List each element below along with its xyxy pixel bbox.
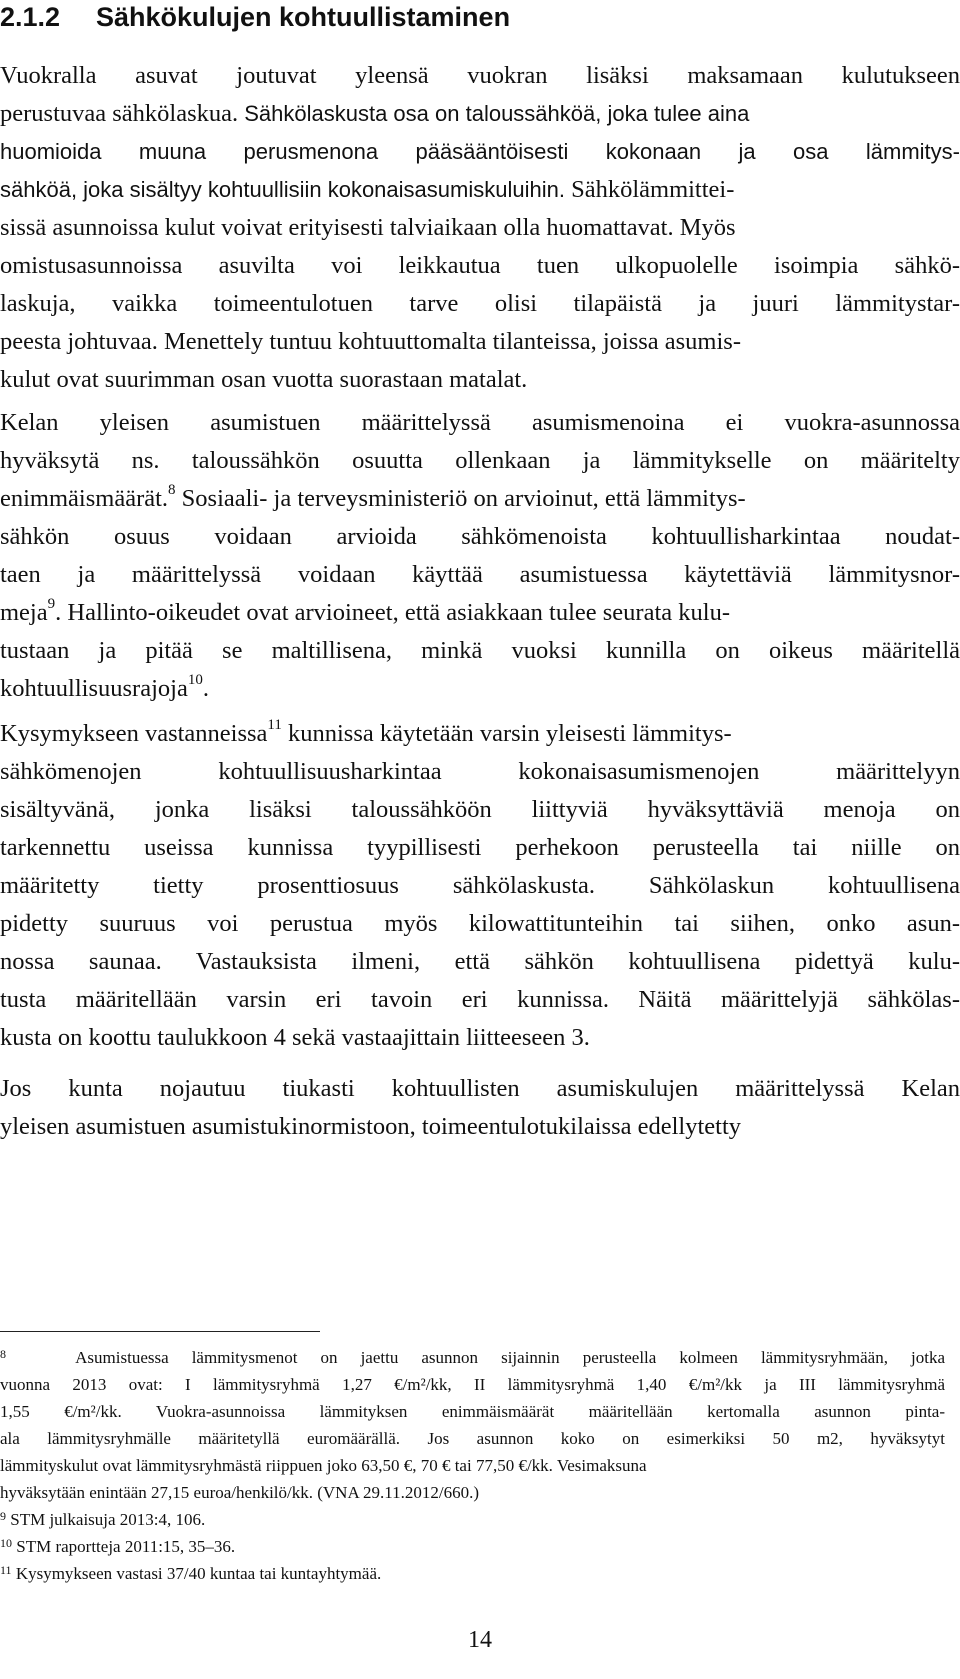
footnote-text: lämmityskulut ovat lämmitysryhmästä riippuen joko 63,50 €, 70 € tai 77,50 €/kk. Vesimaksuna [0,1456,647,1475]
paragraph-line [0,518,960,556]
text-run: sisältyvänä, jonka lisäksi taloussähköön liittyviä hyväksyttäviä menoja on [0,796,960,823]
footnote-mark: 9 [0,1509,6,1523]
paragraph-line [0,247,960,285]
paragraph-3 [0,715,960,1057]
paragraph-line [0,361,960,399]
text-run: tusta määritellään varsin eri tavoin eri kunnissa. Näitä määrittelyjä sähkölas- [0,986,960,1013]
paragraph-2 [0,404,960,708]
paragraph-line [0,594,960,632]
text-run: laskuja, vaikka toimeentulotuen tarve olisi tilapäistä ja juuri lämmitystar- [0,290,960,317]
text-run: Kelan yleisen asumistuen määrittelyssä asumismenoina ei vuokra-asunnossa [0,409,960,436]
paragraph-line [0,285,960,323]
paragraph-line [0,171,960,209]
paragraph-line [0,943,960,981]
footnote-8 [0,1344,945,1371]
text-run: hyväksytä ns. taloussähkön osuutta ollenkaan ja lämmitykselle on määritelty [0,447,960,474]
text-run: kusta on koottu taulukkoon 4 sekä vastaajittain liitteeseen 3. [0,1024,590,1051]
paragraph-1 [0,57,960,399]
text-run: peesta johtuvaa. [0,328,158,355]
text-run: pidetty suuruus voi perustua myös kilowattitunteihin tai siihen, onko asun- [0,910,960,937]
page-number: 14 [468,1627,492,1653]
text-run: enimmäismäärät. [0,485,169,512]
paragraph-line [0,1108,960,1146]
paragraph-line [0,791,960,829]
paragraph-line [0,753,960,791]
paragraph-line [0,905,960,943]
text-run: Sähkölämmittei- [564,176,735,203]
text-run: kohtuullisuusrajoja [0,675,188,702]
footnote-text: Asumistuessa lämmitysmenot on jaettu asunnon sijainnin perusteella kolmeen lämmitysryhmään, jotka [75,1348,946,1367]
paragraph-line [0,442,960,480]
footnote-line [0,1452,945,1479]
footnote-reference[interactable]: 11 [267,716,282,733]
text-run: Menettely tuntuu kohtuuttomalta tilanteissa, joissa asumis- [157,328,741,355]
text-run: Vuokralla asuvat joutuvat yleensä vuokran lisäksi maksamaan kulutukseen [0,62,960,89]
paragraph-line [0,1070,960,1108]
paragraph-line [0,323,960,361]
paragraph-line [0,715,960,753]
footnote-line [0,1371,945,1398]
text-run: . [202,675,209,702]
paragraph-line [0,133,960,171]
paragraph-line [0,95,960,133]
footnote-text: ala lämmitysryhmälle määritetyllä euromäärällä. Jos asunnon koko on esimerkiksi 50 m2, hyväksytyt [0,1429,945,1448]
text-run: sähkömenojen kohtuullisuusharkintaa kokonaisasumismenojen määrittelyyn [0,758,960,785]
text-run: kunnissa käytetään varsin yleisesti lämmitys- [281,720,732,747]
section-heading [0,0,960,34]
footnote-mark: 10 [0,1536,12,1550]
text-run-sans: sähköä, joka sisältyy kohtuullisiin kokonaisasumiskuluihin. [0,177,565,202]
paragraph-line [0,209,960,247]
text-run-sans: Sähkölaskusta osa on taloussähköä, joka tulee aina [238,101,750,126]
text-run-sans: huomioida muuna perusmenona pääsääntöisesti kokonaan ja osa lämmitys- [0,139,960,164]
text-run: yleisen asumistuen asumistukinormistoon, toimeentulotukilaissa edellytetty [0,1113,742,1140]
text-run: tarkennettu useissa kunnissa tyypillisesti perhekoon perusteella tai niille on [0,834,960,861]
paragraph-4 [0,1070,960,1146]
text-run: Myös [673,214,736,241]
text-run: kulut ovat suurimman osan vuotta suorastaan matalat. [0,366,528,393]
text-run: . Hallinto-oikeudet ovat arvioineet, että asiakkaan tulee seurata kulu- [55,599,730,626]
text-run: sissä asunnoissa kulut voivat erityisesti talviaikaan olla huomattavat. [0,214,674,241]
footnote-9 [0,1506,945,1533]
footnote-line [0,1479,945,1506]
footnote-mark: 11 [0,1563,12,1577]
section-number: 2.1.2 [0,2,61,32]
footnote-line [0,1425,945,1452]
footnote-reference[interactable]: 10 [187,671,203,688]
text-run: Sosiaali- ja terveysministeriö on arvioinut, että lämmitys- [175,485,746,512]
paragraph-line [0,480,960,518]
footnote-10 [0,1533,945,1560]
paragraph-line [0,1019,960,1057]
paragraph-line [0,404,960,442]
footnote-reference[interactable]: 8 [168,481,176,498]
text-run: Kysymykseen vastanneissa [0,720,268,747]
footnote-line [0,1398,945,1425]
paragraph-line [0,632,960,670]
paragraph-line [0,556,960,594]
text-run: tustaan ja pitää se maltillisena, minkä vuoksi kunnilla on oikeus määritellä [0,637,960,664]
text-run: perustuvaa sähkölaskua. [0,100,239,127]
footnote-text: STM julkaisuja 2013:4, 106. [10,1510,206,1529]
footnote-reference[interactable]: 9 [47,595,56,612]
text-run: meja [0,599,48,626]
text-run: Jos kunta nojautuu tiukasti kohtuullisten asumiskulujen määrittelyssä Kelan [0,1075,960,1102]
paragraph-line [0,670,960,708]
footnote-separator [0,1331,320,1332]
footnote-text: STM raportteja 2011:15, 35–36. [16,1537,236,1556]
text-run: määritetty tietty prosenttiosuus sähkölaskusta. Sähkölaskun kohtuullisena [0,872,960,899]
section-title: Sähkökulujen kohtuullistaminen [96,2,511,32]
text-run: nossa saunaa. Vastauksista ilmeni, että sähkön kohtuullisena pidettyä kulu- [0,948,960,975]
footnote-text: 1,55 €/m²/kk. Vuokra-asunnoissa lämmityksen enimmäismäärät määritellään kertomalla asunnon pinta- [0,1402,945,1421]
paragraph-line [0,57,960,95]
text-run: taen ja määrittelyssä voidaan käyttää asumistuessa käytettäviä lämmitysnor- [0,561,960,588]
paragraph-line [0,829,960,867]
text-run: omistusasunnoissa asuvilta voi leikkautua tuen ulkopuolelle isoimpia sähkö- [0,252,960,279]
footnote-11 [0,1560,945,1587]
footnote-text: hyväksytään enintään 27,15 euroa/henkilö/kk. (VNA 29.11.2012/660.) [0,1483,480,1502]
text-run: sähkön osuus voidaan arvioida sähkömenoista kohtuullisharkintaa noudat- [0,523,960,550]
footnote-text: vuonna 2013 ovat: I lämmitysryhmä 1,27 €/m²/kk, II lämmitysryhmä 1,40 €/m²/kk ja III lämmitysryhmä [0,1375,945,1394]
paragraph-line [0,981,960,1019]
footnote-text: Kysymykseen vastasi 37/40 kuntaa tai kuntayhtymää. [15,1564,382,1583]
footnotes [0,1344,945,1587]
paragraph-line [0,867,960,905]
footnote-mark: 8 [0,1347,6,1361]
